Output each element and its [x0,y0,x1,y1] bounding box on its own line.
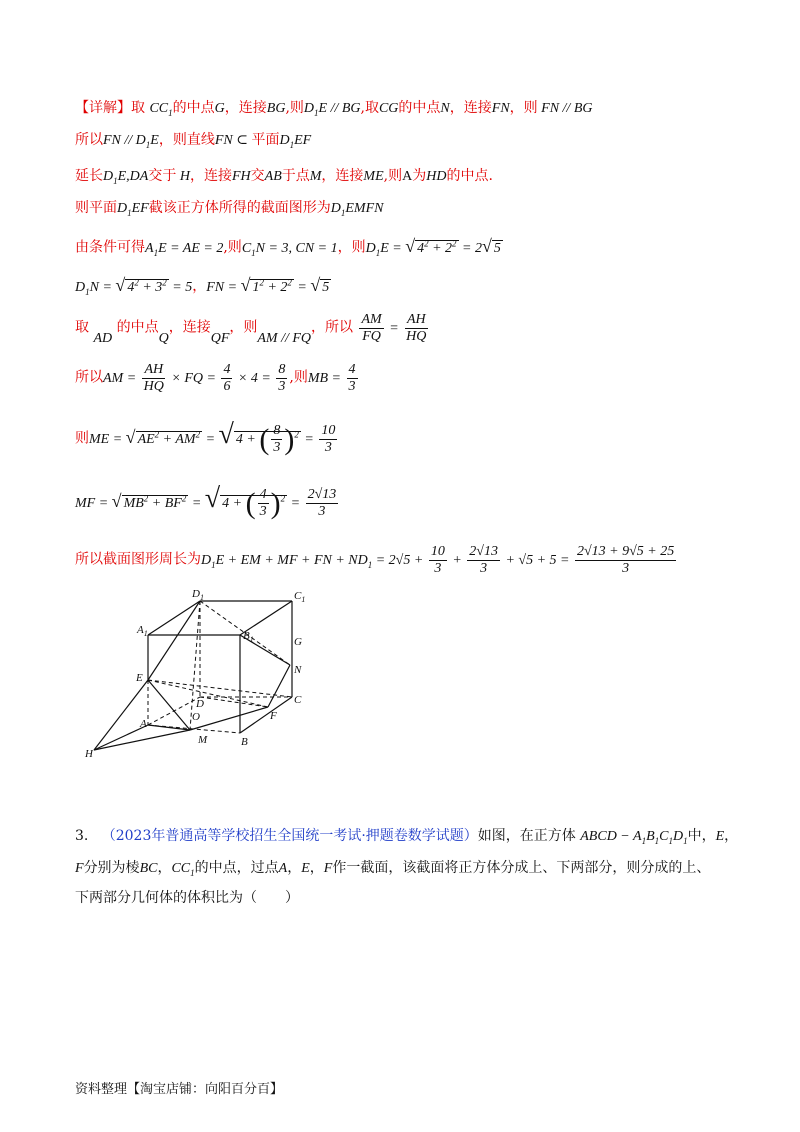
solution-line-8: 所以AM = $\frac{AH}{HQ}$ × FQ = $\frac{4}{6}$ × 4 = $\frac{8}{3}$ ,则MB = $\frac{4}{3}$ [75,362,356,394]
problem-number: 3. [75,828,89,844]
solution-line-9: 则ME = √ $AE^2 + AM^2$ = √ 4 + ( $\frac{8}{3}$ )$^2$ = $\frac{10}{3}$ [75,418,336,456]
label-H: H [85,748,93,760]
solution-line-1: 【详解】取 $CC_1$的中点G，连接BG,则$D_1E$ // BG,取CG的中点N，连接FN，则 FN // BG [75,100,593,118]
solution-line-7: 取 AD 的中点Q，连接QF，则AM // FQ，所以 $\frac{AM}{FQ}$ = $\frac{AH}{HQ}$ [75,312,427,346]
label-D1: $D_1$ [192,588,204,602]
problem-line-1: 3. （2023年普通高等学校招生全国统一考试·押题卷数学试题）如图，在正方体 ABCD − $A_1B_1C_1D_1$中，E， [75,828,739,846]
label-O: O [192,711,200,723]
label-B: B [241,736,248,748]
solution-line-5: 由条件可得$A_1E$ = AE = 2,则$C_1N = 3$, CN = 1，则$D_1E$ = √ $4^2 + 2^2 = 2√$ 5 [75,235,501,258]
solution-line-10: MF = √ $MB^2 + BF^2$ = √ 4 + ( $\frac{4}{3}$ )$^2$ = $\frac{2√13}{3}$ [75,482,337,520]
solution-line-4: 则平面$D_1EF$截该正方体所得的截面图形为$D_1EMFN$ [75,200,384,218]
label-C1: $C_1$ [294,590,306,604]
label-E: E [136,672,143,684]
cube-section-figure [80,585,330,760]
solution-line-6: $D_1N$ = √ $4^2 + 3^2 = 5$，FN = √ $1^2 + 2^2$ = √ 5 [75,274,330,297]
label-N: N [294,664,302,676]
label-B1: $B_1$ [243,630,254,644]
problem-line-3: 下两部分几何体的体积比为（ ） [75,890,299,906]
label-M: M [198,734,208,746]
label-F: F [270,710,277,722]
label-A1: $A_1$ [137,624,148,638]
problem-line-2: F分别为棱BC，$CC_1$的中点，过点A，E，F作一截面，该截面将正方体分成上、下两部分，则分成的上、 [75,860,711,878]
footer-note: 资料整理【淘宝店铺：向阳百分百】 [75,1082,284,1097]
label-C: C [294,694,302,706]
solution-line-3: 延长$D_1E,DA$交于 H，连接FH交AB于点M，连接ME,则A为HD的中点. [75,168,493,186]
solution-line-2: 所以FN // $D_1E$，则直线FN ⊂ 平面$D_1EF$ [75,132,312,150]
solution-tag: 【详解】 [75,100,131,116]
problem-source: （2023年普通高等学校招生全国统一考试·押题卷数学试题） [101,828,478,844]
solution-line-11: 所以截面图形周长为$D_1E$ + EM + MF + FN + $ND_1 = 2√5$ + $\frac{10}{3}$ + $\frac{2√13}{3}$ + √5 + 5 = $\frac{2√13 + 9√5 + 25}{3}$ [75,544,675,576]
label-A: A [140,718,147,730]
label-G: G [294,636,302,648]
label-D: D [196,698,204,710]
